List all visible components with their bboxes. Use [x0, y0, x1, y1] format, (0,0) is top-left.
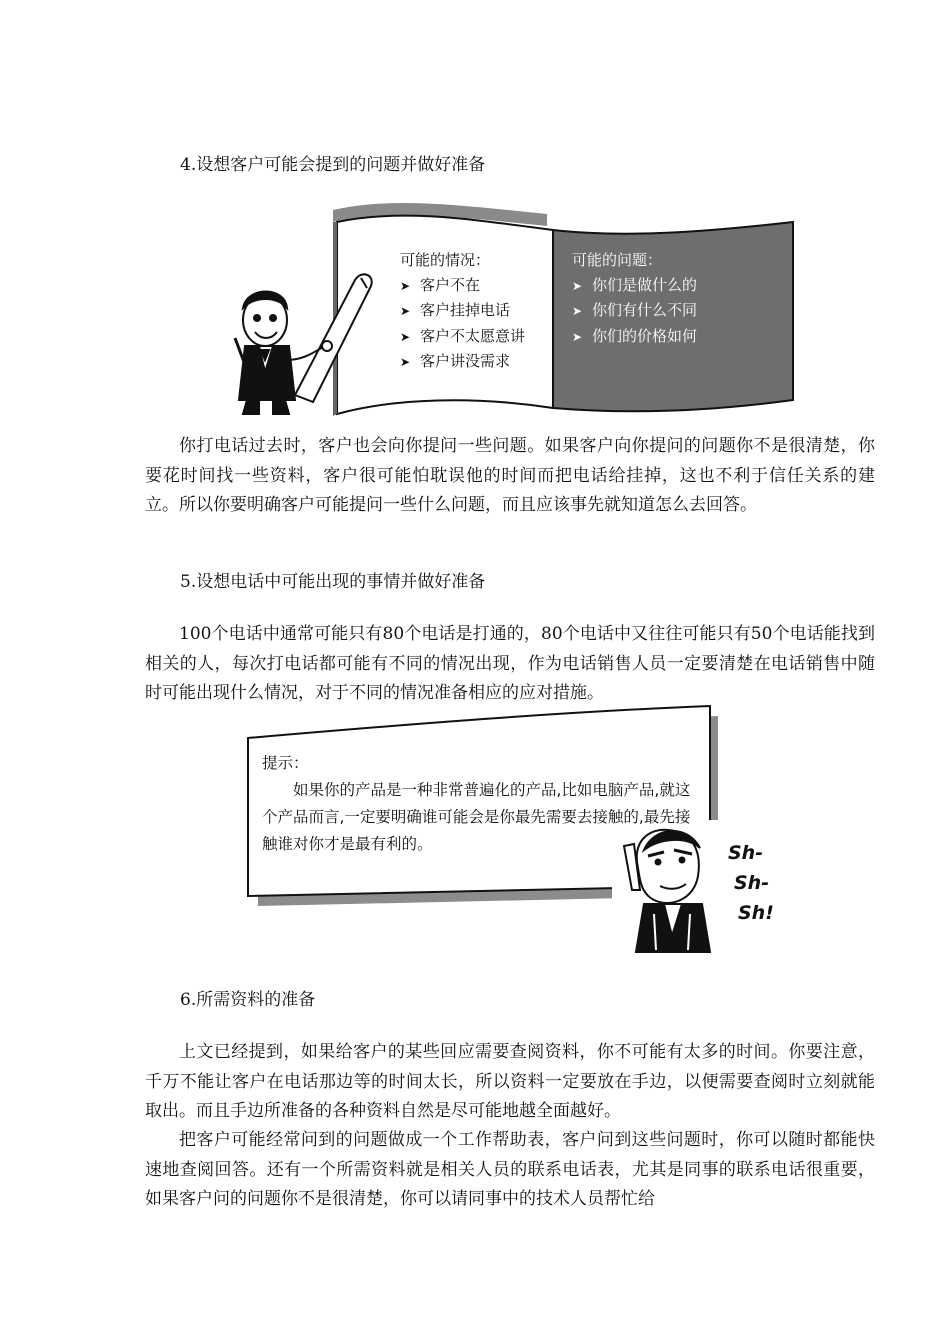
list-item: ➤ 客户挂掉电话 — [400, 298, 525, 324]
questions-title: 可能的问题： — [572, 251, 663, 269]
questions-list — [572, 248, 697, 349]
arrow-icon: ➤ — [400, 355, 411, 369]
arrow-icon: ➤ — [572, 304, 583, 318]
list-item: ➤ 你们是做什么的 — [572, 273, 697, 299]
situations-list — [400, 248, 525, 375]
arrow-icon: ➤ — [572, 278, 583, 293]
tip-text — [262, 750, 702, 858]
section-4-heading: 4.设想客户可能会提到的问题并做好准备 — [180, 155, 486, 175]
sh-line: Sh- — [728, 842, 764, 864]
arrow-icon: ➤ — [572, 329, 583, 344]
arrow-icon: ➤ — [400, 329, 411, 344]
arrow-icon: ➤ — [400, 304, 411, 318]
tip-body: 如果你的产品是一种非常普遍化的产品,比如电脑产品,就这个产品而言,一定要明确谁可能会是你最先需要去接触的,最先接触谁对你才是最有利的。 — [262, 781, 691, 853]
list-item: ➤ 客户不太愿意讲 — [400, 324, 525, 350]
section-6-paragraph-1: 上文已经提到，如果给客户的某些回应需要查阅资料，你不可能有太多的时间。你要注意，千万不能让客户在电话那边等的时间太长，所以资料一定要放在手边，以便需要查阅时立刻就能取出。而且手边所准备的各种资料自然是尽可能地越全面越好。 — [145, 1042, 875, 1121]
sh-text — [728, 838, 788, 928]
arrow-icon: ➤ — [400, 278, 411, 293]
list-item: ➤ 客户讲没需求 — [400, 349, 525, 375]
section-4-paragraph: 你打电话过去时，客户也会向你提问一些问题。如果客户向你提问的问题你不是很清楚，你要花时间找一些资料，客户很可能怕耽误他的时间而把电话给挂掉，这也不利于信任关系的建立。所以你要明确客户可能提问一些什么问题，而且应该事先就知道怎么去回答。 — [145, 436, 875, 515]
sh-line: Sh! — [738, 902, 774, 924]
list-item: ➤ 客户不在 — [400, 273, 525, 299]
section-6-heading: 6.所需资料的准备 — [180, 990, 316, 1010]
tip-label: 提示： — [262, 754, 309, 772]
section-6-paragraph-2: 把客户可能经常问到的问题做成一个工作帮助表，客户问到这些问题时，你可以随时都能快速地查阅回答。还有一个所需资料就是相关人员的联系电话表，尤其是同事的联系电话很重要，如果客户问的问题你不是很清楚，你可以请同事中的技术人员帮忙给 — [145, 1130, 875, 1209]
list-item: ➤ 你们的价格如何 — [572, 324, 697, 350]
list-item: ➤ 你们有什么不同 — [572, 298, 697, 324]
situations-title: 可能的情况： — [400, 251, 491, 269]
sh-line: Sh- — [734, 872, 770, 894]
section-5-heading: 5.设想电话中可能出现的事情并做好准备 — [180, 572, 486, 592]
section-5-paragraph: 100个电话中通常可能只有80个电话是打通的，80个电话中又往往可能只有50个电话能找到相关的人，每次打电话都可能有不同的情况出现，作为电话销售人员一定要清楚在电话销售中随时可能出现什么情况，对于不同的情况准备相应的应对措施。 — [145, 624, 875, 703]
